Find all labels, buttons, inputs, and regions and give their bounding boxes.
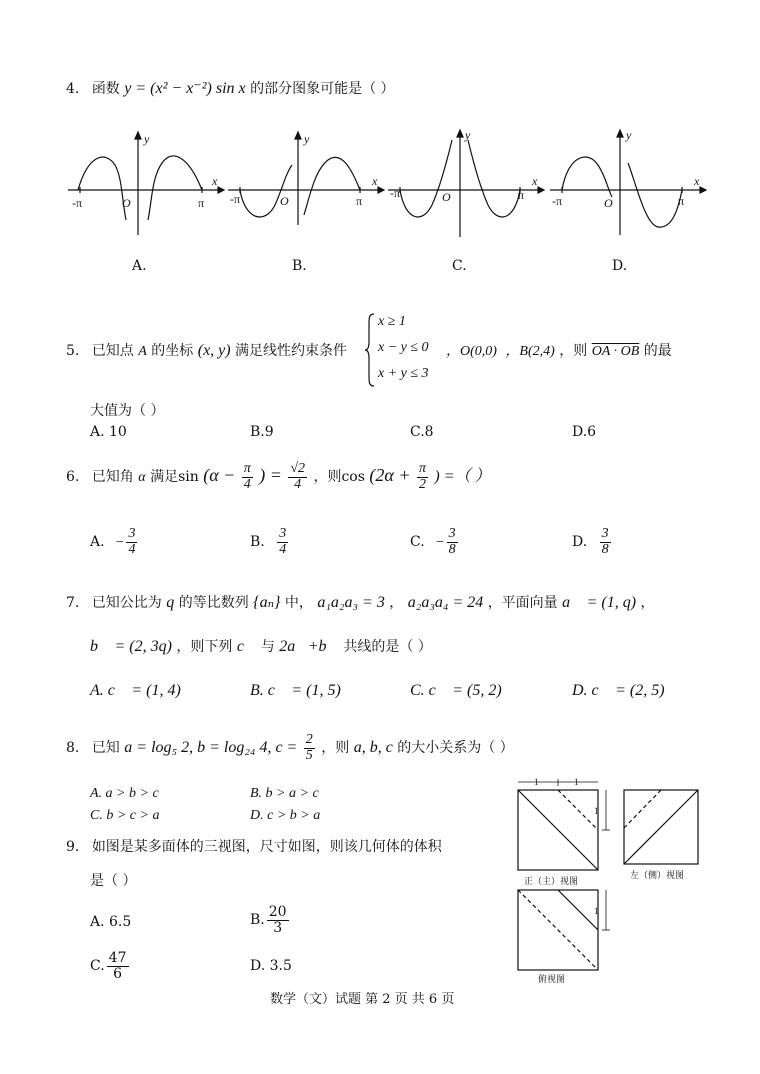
q6-text-a: 已知角 — [91, 469, 134, 485]
svg-text:左（侧）视图: 左（侧）视图 — [630, 870, 685, 880]
q7-line1 — [66, 592, 655, 612]
frac-den: 5 — [305, 747, 313, 763]
q7-comma: ， — [389, 595, 404, 611]
q8-option-c: C. b > c > a — [90, 808, 160, 823]
svg-text:1: 1 — [534, 777, 539, 787]
q8-text-b: ，则 — [321, 740, 350, 756]
q8-option-d: D. c > b > a — [250, 808, 321, 823]
q5-point-a: A — [138, 344, 147, 359]
q8-expression: a = log₅ 2, b = log₂₄ 4, c = — [124, 739, 298, 756]
q7-line2 — [90, 636, 432, 656]
frac-num: π — [243, 460, 251, 476]
q8-text-a: 已知 — [91, 740, 120, 756]
svg-text:x: x — [694, 174, 700, 188]
svg-text:正（主）视图: 正（主）视图 — [524, 876, 579, 886]
q5-constraint-3: x + y ≤ 3 — [378, 366, 429, 381]
option-frac — [267, 905, 289, 935]
svg-text:1: 1 — [594, 906, 599, 916]
q8-stem — [66, 728, 514, 768]
svg-text:y: y — [144, 132, 150, 146]
q7-vector-b: b⃗ = (2, 3q) — [90, 638, 172, 655]
q7-eq2: a₂a₃a₄ = 24 — [407, 594, 484, 611]
q5-point-o: ，O(0,0) — [446, 344, 497, 359]
q5-option-c: C.8 — [410, 424, 434, 440]
question-number: 6. — [66, 469, 80, 485]
graph-label-d: D. — [612, 258, 628, 274]
svg-text:O: O — [442, 190, 451, 204]
frac-den: 2 — [418, 476, 426, 492]
question-number: 4. — [66, 81, 80, 97]
frac-den: 4 — [243, 476, 251, 492]
q4-stem — [66, 78, 395, 98]
q5-constraint-2: x − y ≤ 0 — [378, 340, 429, 355]
svg-text:-π: -π — [72, 196, 83, 210]
q7-option-b: B. c⃗ = (1, 5) — [250, 682, 341, 699]
side-view — [624, 790, 698, 864]
q5-option-d: D.6 — [572, 424, 597, 440]
svg-text:x: x — [372, 174, 378, 188]
svg-text:y: y — [465, 128, 471, 142]
q5-option-b: B.9 — [250, 424, 274, 440]
q7-sequence: {aₙ} — [253, 594, 281, 611]
q5-then: ，则 — [559, 343, 588, 359]
q8-option-a: A. a > b > c — [90, 786, 159, 801]
frac-den: 4 — [279, 541, 287, 557]
q6-stem — [66, 455, 491, 498]
q7-text-e: ，则下列 — [176, 639, 233, 655]
q9-three-views — [508, 776, 708, 986]
q7-option-a: A. c⃗ = (1, 4) — [90, 682, 181, 699]
q4-stem-pre: 函数 — [91, 81, 120, 97]
q8-abc: a, b, c — [353, 739, 393, 756]
q7-q: q — [166, 594, 175, 611]
q8-option-b: B. b > a > c — [250, 786, 319, 801]
q6-frac-pi-4 — [242, 462, 253, 492]
q7-text-g: 共线的是（ ） — [343, 639, 432, 655]
q5-text-a: 已知点 — [91, 343, 134, 359]
frac-num: 3 — [448, 525, 456, 541]
frac-den: 4 — [294, 476, 302, 492]
option-label: C. — [90, 958, 105, 974]
q6-eq: ) = — [259, 465, 282, 485]
frac-den: 8 — [448, 541, 456, 557]
svg-text:O: O — [122, 196, 131, 210]
q6-option-d — [572, 522, 613, 563]
top-view — [518, 890, 610, 970]
svg-text:π: π — [518, 188, 525, 202]
option-frac — [107, 951, 129, 981]
question-number: 9. — [66, 839, 80, 855]
option-label: A. — [90, 534, 105, 550]
svg-text:-π: -π — [230, 192, 241, 206]
q7-text-a: 已知公比为 — [91, 595, 162, 611]
q9-option-b — [250, 900, 291, 940]
option-frac — [277, 527, 288, 557]
q6-sin: 满足sin — [150, 469, 199, 485]
frac-num: 3 — [279, 525, 287, 541]
q6-sin-open: (α − — [203, 465, 236, 485]
graph-a — [68, 132, 224, 235]
q7-option-c: C. c⃗ = (5, 2) — [410, 682, 502, 699]
q9-option-d: D. 3.5 — [250, 958, 292, 974]
option-sign: − — [435, 535, 445, 550]
q5-point-b: ，B(2,4) — [505, 344, 555, 359]
q7-text-b: 的等比数列 — [178, 595, 249, 611]
q5-text-b: 的坐标 — [151, 343, 194, 359]
q7-combo: 2a⃗+b⃗ — [279, 638, 339, 655]
frac-num: 2 — [305, 731, 313, 747]
svg-text:-π: -π — [552, 194, 563, 208]
q9-line2: 是（ ） — [90, 873, 137, 889]
svg-text:x: x — [532, 174, 538, 188]
frac-den: 4 — [128, 541, 136, 557]
q7-text-c: 中， — [284, 595, 313, 611]
graph-label-c: C. — [452, 258, 467, 274]
q5-text-c: 满足线性约束条件 — [235, 343, 348, 359]
frac-den: 8 — [601, 541, 609, 557]
frac-num: √2 — [290, 460, 306, 476]
q9-text: 如图是某多面体的三视图，尺寸如图，则该几何体的体积 — [91, 839, 442, 855]
q7-line1-end: ， — [640, 595, 655, 611]
frac-num: 47 — [108, 949, 127, 966]
q7-vector-c: c⃗ — [236, 638, 257, 655]
question-number: 5. — [66, 343, 80, 359]
svg-text:1: 1 — [574, 777, 579, 787]
page-footer: 数学（文）试题 第 2 页 共 6 页 — [270, 992, 455, 1007]
question-number: 7. — [66, 595, 80, 611]
q6-frac-pi-2 — [417, 462, 428, 492]
graph-c — [388, 130, 544, 237]
graph-d — [550, 130, 706, 235]
svg-text:O: O — [280, 194, 289, 208]
q6-option-c — [410, 522, 460, 563]
q7-vector-a: a⃗ = (1, q) — [562, 594, 637, 611]
frac-num: π — [418, 460, 426, 476]
q6-cos: ，则cos — [313, 469, 365, 485]
svg-text:俯视图: 俯视图 — [538, 974, 566, 984]
q8-frac-2-5 — [304, 733, 315, 763]
q9-line1 — [66, 836, 442, 856]
q5-line2: 大值为（ ） — [90, 403, 165, 419]
q5-xy: (x, y) — [197, 342, 231, 359]
option-label: D. — [572, 534, 588, 550]
q5-dot-product: OA · OB — [591, 344, 640, 359]
frac-num: 3 — [601, 525, 609, 541]
q8-text-c: 的大小关系为（ ） — [397, 740, 514, 756]
q5-stem-tail — [446, 340, 672, 360]
question-number: 8. — [66, 740, 80, 756]
q9-option-c — [90, 946, 131, 986]
svg-text:π: π — [356, 194, 363, 208]
q5-stem — [66, 340, 347, 360]
option-frac — [447, 527, 458, 557]
svg-text:y: y — [304, 132, 310, 146]
frac-num: 20 — [268, 903, 287, 920]
frac-num: 3 — [128, 525, 136, 541]
svg-text:O: O — [604, 196, 613, 210]
svg-text:π: π — [198, 196, 205, 210]
svg-text:x: x — [212, 174, 218, 188]
q7-text-f: 与 — [260, 639, 275, 655]
frac-den: 3 — [273, 919, 283, 936]
q6-frac-sqrt2-4 — [288, 462, 307, 492]
option-label: C. — [410, 534, 425, 550]
svg-text:π: π — [678, 194, 685, 208]
q9-option-a: A. 6.5 — [90, 914, 132, 930]
q5-brace — [364, 312, 376, 388]
q6-option-a — [90, 522, 139, 563]
q7-option-d: D. c⃗ = (2, 5) — [572, 682, 665, 699]
q4-graphs — [60, 125, 710, 245]
front-view — [518, 779, 610, 870]
q5-constraint-1: x ≥ 1 — [378, 314, 406, 329]
q7-text-d: ，平面向量 — [487, 595, 558, 611]
option-frac — [126, 527, 137, 557]
option-frac — [600, 527, 611, 557]
q4-formula: y = (x² − x⁻²) sin x — [124, 80, 246, 97]
svg-text:-π: -π — [390, 186, 401, 200]
option-label: B. — [250, 534, 265, 550]
q5-option-a: A. 10 — [90, 424, 127, 440]
frac-den: 6 — [113, 965, 123, 982]
q6-tail: ) =（ ） — [434, 468, 491, 485]
q6-option-b — [250, 522, 290, 563]
svg-text:1: 1 — [594, 806, 599, 816]
q5-tail: 的最 — [643, 343, 672, 359]
q4-stem-post: 的部分图象可能是（ ） — [250, 81, 395, 97]
q6-cos-open: (2α + — [369, 465, 411, 485]
option-sign: − — [115, 535, 125, 550]
q6-alpha: α — [138, 470, 146, 485]
graph-label-b: B. — [292, 258, 307, 274]
svg-text:y: y — [626, 128, 632, 142]
graph-label-a: A. — [132, 258, 147, 274]
option-label: B. — [250, 912, 265, 928]
q7-eq1: a₁a₂a₃ = 3 — [317, 594, 385, 611]
